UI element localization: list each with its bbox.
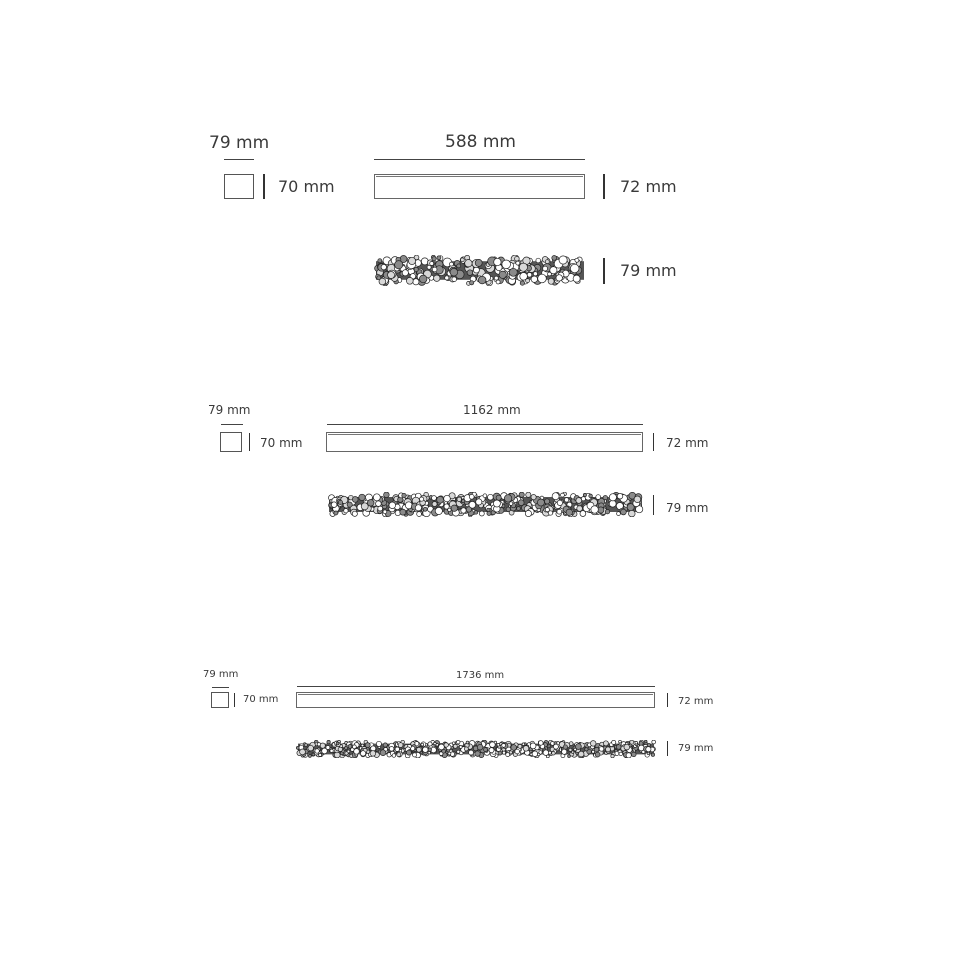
- bubble: [531, 276, 537, 282]
- bubble: [644, 740, 647, 743]
- bar-height-tick: [603, 174, 605, 199]
- bubble: [543, 750, 549, 756]
- bubble: [490, 742, 496, 748]
- bubble: [465, 260, 472, 267]
- bubble: [331, 502, 337, 508]
- bubble: [398, 743, 403, 748]
- length-line: [297, 686, 655, 687]
- bubble: [493, 500, 500, 507]
- bubble: [428, 751, 431, 754]
- bubble: [474, 511, 478, 515]
- bubble: [461, 508, 466, 513]
- bubble: [647, 744, 650, 747]
- bubble: [595, 747, 599, 751]
- bubble: [533, 272, 537, 276]
- bubble: [457, 497, 461, 501]
- bubble: [435, 507, 442, 514]
- bubble: [519, 492, 524, 497]
- bubble: [564, 498, 568, 502]
- bubble: [376, 741, 381, 746]
- bubble: [573, 275, 580, 282]
- bubble: [430, 262, 434, 266]
- bubble: [652, 740, 656, 744]
- bubble: [522, 743, 525, 746]
- bubble: [305, 744, 308, 747]
- bubble: [537, 753, 540, 756]
- bubble: [389, 502, 396, 509]
- bubble: [413, 753, 417, 757]
- bubble: [444, 495, 451, 502]
- bubble: [397, 753, 401, 757]
- bubble: [380, 750, 386, 756]
- bar-height-label: 72 mm: [620, 177, 677, 196]
- bubble: [497, 743, 500, 746]
- bubble: [439, 744, 445, 750]
- bubble: [487, 511, 491, 515]
- bubble: [646, 747, 651, 752]
- bubble: [616, 745, 621, 750]
- bubble: [612, 740, 616, 744]
- bubble: [487, 508, 490, 511]
- end-width-line: [224, 159, 254, 160]
- bubble: [494, 258, 501, 265]
- bubble: [402, 493, 406, 497]
- bubble: [457, 264, 461, 268]
- bubble: [373, 494, 380, 501]
- bubble: [609, 494, 616, 501]
- bubble: [434, 275, 440, 281]
- end-height-label: 70 mm: [278, 177, 335, 196]
- diffuser-bubble-view: [296, 740, 656, 758]
- bubble: [576, 498, 582, 504]
- bubble: [381, 264, 386, 269]
- bubble: [496, 280, 500, 284]
- bubble: [624, 744, 630, 750]
- bubble: [453, 744, 457, 748]
- bubble: [617, 493, 623, 499]
- bubble: [464, 747, 468, 751]
- bubble: [457, 750, 460, 753]
- bubble: [557, 509, 562, 514]
- bubble: [399, 749, 402, 752]
- bubble: [550, 267, 557, 274]
- diffuser-height-tick: [667, 741, 668, 756]
- bubble: [605, 510, 609, 514]
- bubble: [647, 752, 650, 755]
- bubble: [432, 257, 436, 261]
- bubble: [526, 279, 530, 283]
- bubble: [451, 505, 457, 511]
- bubble: [388, 272, 395, 279]
- bubble: [466, 741, 469, 744]
- bubble: [308, 754, 311, 757]
- bubble: [560, 493, 564, 497]
- bubble: [539, 741, 544, 746]
- bubble: [630, 740, 634, 744]
- bubble: [545, 260, 549, 264]
- bubble: [377, 276, 381, 280]
- end-height-tick: [234, 693, 235, 707]
- bubble: [570, 264, 579, 273]
- bubble: [383, 510, 387, 514]
- bubble: [428, 742, 432, 746]
- bubble: [519, 263, 527, 271]
- bubble: [338, 500, 342, 504]
- bubble: [353, 745, 357, 749]
- bubble: [415, 505, 421, 511]
- bubble: [449, 262, 453, 266]
- bubble: [408, 257, 415, 264]
- bubble: [563, 745, 567, 749]
- length-line: [374, 159, 585, 160]
- bubble: [530, 743, 536, 749]
- bubble: [603, 741, 608, 746]
- bubble: [354, 749, 360, 755]
- bubble: [444, 743, 448, 747]
- bubble: [585, 748, 588, 751]
- bubble: [389, 747, 394, 752]
- diffuser-bubble-view: [374, 255, 586, 286]
- bubble: [466, 507, 471, 512]
- bubble: [531, 495, 536, 500]
- bubble: [456, 740, 460, 744]
- bubble: [545, 508, 549, 512]
- bubble: [502, 260, 511, 269]
- end-profile: [211, 692, 229, 708]
- bubble: [562, 749, 567, 754]
- bubble: [462, 500, 465, 503]
- bubble: [543, 266, 548, 271]
- bubble: [378, 506, 383, 511]
- bubble: [552, 751, 556, 755]
- bubble: [423, 747, 429, 753]
- bubble: [417, 747, 422, 752]
- bubble: [520, 281, 524, 285]
- bubble: [525, 510, 531, 516]
- bubble: [352, 511, 357, 516]
- bubble: [559, 256, 567, 264]
- bubble: [509, 751, 512, 754]
- bubble: [378, 259, 382, 263]
- bubble: [499, 271, 506, 278]
- length-line: [327, 424, 643, 425]
- bubble: [548, 511, 552, 515]
- bubble: [348, 745, 352, 749]
- bubble: [556, 275, 562, 281]
- bubble: [484, 748, 488, 752]
- bubble: [619, 740, 622, 743]
- bubble: [413, 279, 419, 285]
- bubble: [361, 503, 368, 510]
- diffuser-bubble-view: [327, 492, 644, 517]
- bubble: [308, 745, 314, 751]
- bubble: [384, 492, 390, 498]
- bubble: [436, 744, 439, 747]
- bubble: [479, 511, 484, 516]
- bubble: [344, 747, 347, 750]
- length-label: 1162 mm: [463, 403, 521, 417]
- end-width-line: [221, 424, 243, 425]
- bubble: [635, 741, 638, 744]
- bubble: [402, 270, 408, 276]
- length-label: 1736 mm: [456, 670, 505, 681]
- bubble: [523, 746, 529, 752]
- bubble: [395, 261, 403, 269]
- bubble: [578, 751, 584, 757]
- bubble: [568, 755, 571, 758]
- bubble: [469, 750, 474, 755]
- bubble: [537, 499, 544, 506]
- bubble: [300, 749, 306, 755]
- bubble: [576, 744, 582, 750]
- fixture-side-view: [296, 692, 655, 708]
- bubble: [532, 751, 538, 757]
- bubble: [475, 259, 482, 266]
- end-width-line: [212, 687, 229, 688]
- bubble: [452, 277, 457, 282]
- bubble: [483, 494, 487, 498]
- bubble: [545, 499, 550, 504]
- bubble: [437, 256, 441, 260]
- end-width-label: 79 mm: [208, 403, 251, 417]
- bubble: [634, 496, 641, 503]
- bubble: [448, 508, 451, 511]
- bubble: [420, 497, 424, 501]
- bubble: [589, 494, 593, 498]
- bubble: [619, 752, 623, 756]
- bubble: [392, 754, 396, 758]
- bubble: [360, 751, 365, 756]
- bubble: [509, 268, 517, 276]
- bubble: [517, 507, 521, 511]
- bubble: [461, 258, 465, 262]
- bubble: [428, 748, 431, 751]
- bubble: [450, 268, 458, 276]
- bubble: [344, 509, 348, 513]
- bubble: [632, 752, 637, 757]
- bubble: [345, 752, 348, 755]
- bubble: [432, 496, 437, 501]
- end-profile: [224, 174, 254, 199]
- bubble: [395, 747, 399, 751]
- end-height-label: 70 mm: [243, 694, 279, 705]
- bubble: [552, 256, 557, 261]
- bubble: [488, 494, 494, 500]
- bubble: [312, 753, 315, 756]
- bubble: [476, 499, 482, 505]
- bubble: [432, 502, 437, 507]
- bubble: [516, 261, 520, 265]
- bubble: [406, 750, 411, 755]
- bubble: [359, 494, 365, 500]
- diffuser-height-tick: [603, 258, 605, 284]
- bubble: [609, 500, 616, 507]
- bubble: [629, 510, 636, 517]
- diffuser-height-label: 79 mm: [666, 501, 709, 515]
- bubble: [319, 754, 322, 757]
- bubble: [611, 754, 614, 757]
- bubble: [592, 750, 595, 753]
- bubble: [469, 494, 474, 499]
- bubble: [598, 507, 604, 513]
- bubble: [317, 743, 320, 746]
- bubble: [569, 748, 572, 751]
- bubble: [606, 747, 611, 752]
- bubble: [498, 751, 502, 755]
- bar-height-label: 72 mm: [678, 696, 714, 707]
- bubble: [477, 744, 483, 750]
- bubble: [599, 747, 604, 752]
- bubble: [526, 492, 531, 497]
- bar-height-tick: [667, 693, 668, 707]
- bubble: [590, 741, 596, 747]
- fixture-side-view: [326, 432, 643, 452]
- bubble: [365, 743, 370, 748]
- bubble: [334, 511, 338, 515]
- bubble: [330, 749, 333, 752]
- bubble: [538, 274, 547, 283]
- fixture-side-view: [374, 174, 585, 199]
- end-width-label: 79 mm: [209, 133, 270, 153]
- bubble: [527, 273, 532, 278]
- bubble: [583, 493, 586, 496]
- bubble: [595, 752, 600, 757]
- bubble: [400, 509, 406, 515]
- bubble: [338, 747, 342, 751]
- bubble: [566, 509, 572, 515]
- bubble: [494, 276, 498, 280]
- bar-height-label: 72 mm: [666, 436, 709, 450]
- diffuser-height-label: 79 mm: [620, 261, 677, 280]
- bar-height-tick: [653, 433, 654, 451]
- bubble: [327, 740, 330, 743]
- bubble: [370, 751, 376, 757]
- bubble: [448, 752, 451, 755]
- bubble: [326, 746, 330, 750]
- bubble: [367, 500, 374, 507]
- bubble: [575, 258, 579, 262]
- bubble: [376, 501, 382, 507]
- bubble: [553, 744, 558, 749]
- end-height-tick: [263, 174, 265, 199]
- bubble: [591, 506, 598, 513]
- bubble: [518, 500, 524, 506]
- bubble: [414, 267, 418, 271]
- bubble: [502, 744, 506, 748]
- bubble: [509, 502, 513, 506]
- bubble: [577, 506, 583, 512]
- diffuser-height-label: 79 mm: [678, 743, 714, 754]
- bubble: [315, 749, 319, 753]
- bubble: [489, 748, 494, 753]
- end-height-tick: [249, 433, 250, 451]
- bubble: [421, 743, 424, 746]
- bubble: [432, 267, 437, 272]
- bubble: [445, 276, 449, 280]
- bubble: [557, 500, 562, 505]
- bubble: [504, 495, 511, 502]
- bubble: [467, 270, 473, 276]
- end-height-label: 70 mm: [260, 436, 303, 450]
- bubble: [515, 749, 520, 754]
- bubble: [580, 511, 586, 517]
- bubble: [496, 495, 501, 500]
- bubble: [406, 277, 413, 284]
- bubble: [352, 497, 358, 503]
- bubble: [336, 742, 339, 745]
- bubble: [347, 502, 352, 507]
- diffuser-height-tick: [653, 495, 654, 515]
- bubble: [470, 281, 474, 285]
- bubble: [548, 278, 554, 284]
- bubble: [651, 753, 654, 756]
- bubble: [423, 507, 427, 511]
- length-label: 588 mm: [445, 132, 516, 152]
- bubble: [427, 265, 431, 269]
- bubble: [340, 752, 343, 755]
- bubble: [536, 258, 541, 263]
- bubble: [621, 509, 627, 515]
- bubble: [417, 512, 422, 517]
- end-profile: [220, 432, 242, 452]
- bubble: [475, 751, 480, 756]
- bubble: [437, 496, 444, 503]
- bubble: [626, 753, 631, 758]
- bubble: [478, 276, 486, 284]
- bubble: [518, 744, 522, 748]
- bubble: [459, 746, 462, 749]
- bubble: [515, 256, 520, 261]
- bubble: [596, 495, 601, 500]
- bubble: [419, 275, 427, 283]
- end-width-label: 79 mm: [203, 669, 239, 680]
- bubble: [552, 493, 559, 500]
